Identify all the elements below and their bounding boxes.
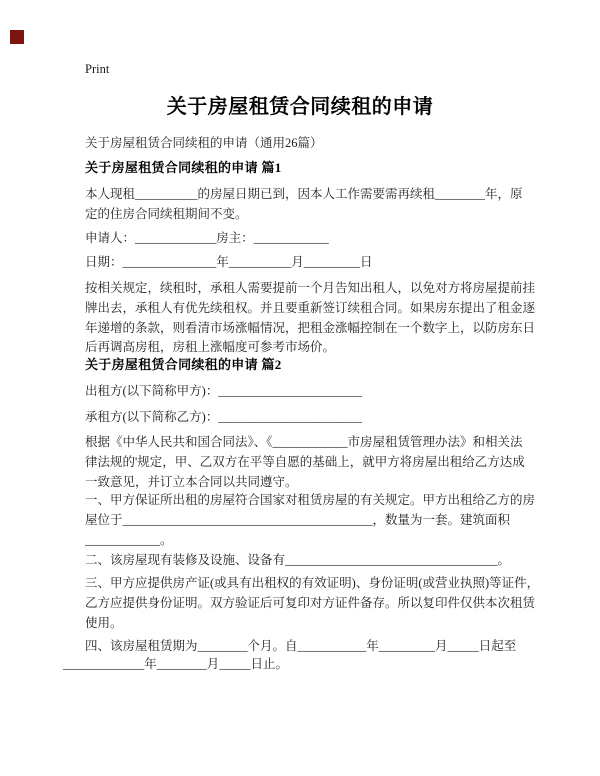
para-line: ____________。 xyxy=(85,532,173,547)
clause3-paragraph xyxy=(85,574,539,633)
section1-heading: 关于房屋租赁合同续租的申请 篇1 xyxy=(85,160,282,175)
section1-intro-paragraph xyxy=(85,185,523,225)
para-line: 牌出去，承租人有优先续租权。并且要重新签订续租合同。如果房东提出了租金逐 xyxy=(85,300,536,315)
applicant-landlord-line: 申请人：_____________房主：____________ xyxy=(85,231,329,245)
para-line: 乙方应提供身份证明。双方验证后可复印对方证件备存。所以复印件仅供本次租赁 xyxy=(85,595,536,610)
para-line: 一致意见，并订立本合同以共同遵守。 xyxy=(85,474,298,489)
print-button[interactable]: Print xyxy=(85,62,110,76)
clause4-line-2: _____________年________月_____日止。 xyxy=(63,657,289,671)
clause4-line-1: 四、该房屋租赁期为________个月。自___________年_________月_____日起至 xyxy=(85,639,517,653)
para-line: 本人现租__________的房屋日期已到，因本人工作需要需再续租________年，原 xyxy=(85,187,523,201)
section2-heading: 关于房屋租赁合同续租的申请 篇2 xyxy=(85,357,282,372)
clause1-paragraph xyxy=(85,491,535,550)
para-line: 一、甲方保证所出租的房屋符合国家对租赁房屋的有关规定。甲方出租给乙方的房 xyxy=(85,493,536,507)
para-line: 屋位于________________________________________，数量为一套。建筑面积 xyxy=(85,512,511,527)
para-line: 三、甲方应提供房产证(或具有出租权的有效证明)、身份证明(或营业执照)等证件， xyxy=(85,576,540,590)
section1-note-paragraph xyxy=(85,279,535,358)
para-line: 年递增的条款，则看清市场涨幅情况，把租金涨幅控制在一个数字上，以防房东日 xyxy=(85,320,536,335)
para-line: 使用。 xyxy=(85,615,123,630)
doc-subtitle: 关于房屋租赁合同续租的申请（通用26篇） xyxy=(85,136,323,150)
lessor-line: 出租方(以下简称甲方)：_______________________ xyxy=(85,384,363,398)
doc-title: 关于房屋租赁合同续租的申请 xyxy=(166,96,434,118)
lessee-line: 承租方(以下简称乙方)：_______________________ xyxy=(85,410,363,424)
legal-basis-paragraph xyxy=(85,433,525,492)
date-line: 日期：_______________年__________月_________日 xyxy=(85,255,373,269)
para-line: 定的住房合同续租期间不变。 xyxy=(85,206,248,221)
para-line: 律法规的'规定，甲、乙双方在平等自愿的基础上，就甲方将房屋出租给乙方达成 xyxy=(85,454,525,469)
para-line: 按相关规定，续租时，承租人需要提前一个月告知出租人，以免对方将房屋提前挂 xyxy=(85,281,536,295)
para-line: 后再调高房租，房租上涨幅度可参考市场价。 xyxy=(85,340,336,355)
red-square-marker xyxy=(10,30,24,44)
para-line: 根据《中华人民共和国合同法》、《____________市房屋租赁管理办法》和相关法 xyxy=(85,435,523,449)
clause2-line: 二、该房屋现有装修及设施、设备有__________________________________。 xyxy=(85,553,511,567)
